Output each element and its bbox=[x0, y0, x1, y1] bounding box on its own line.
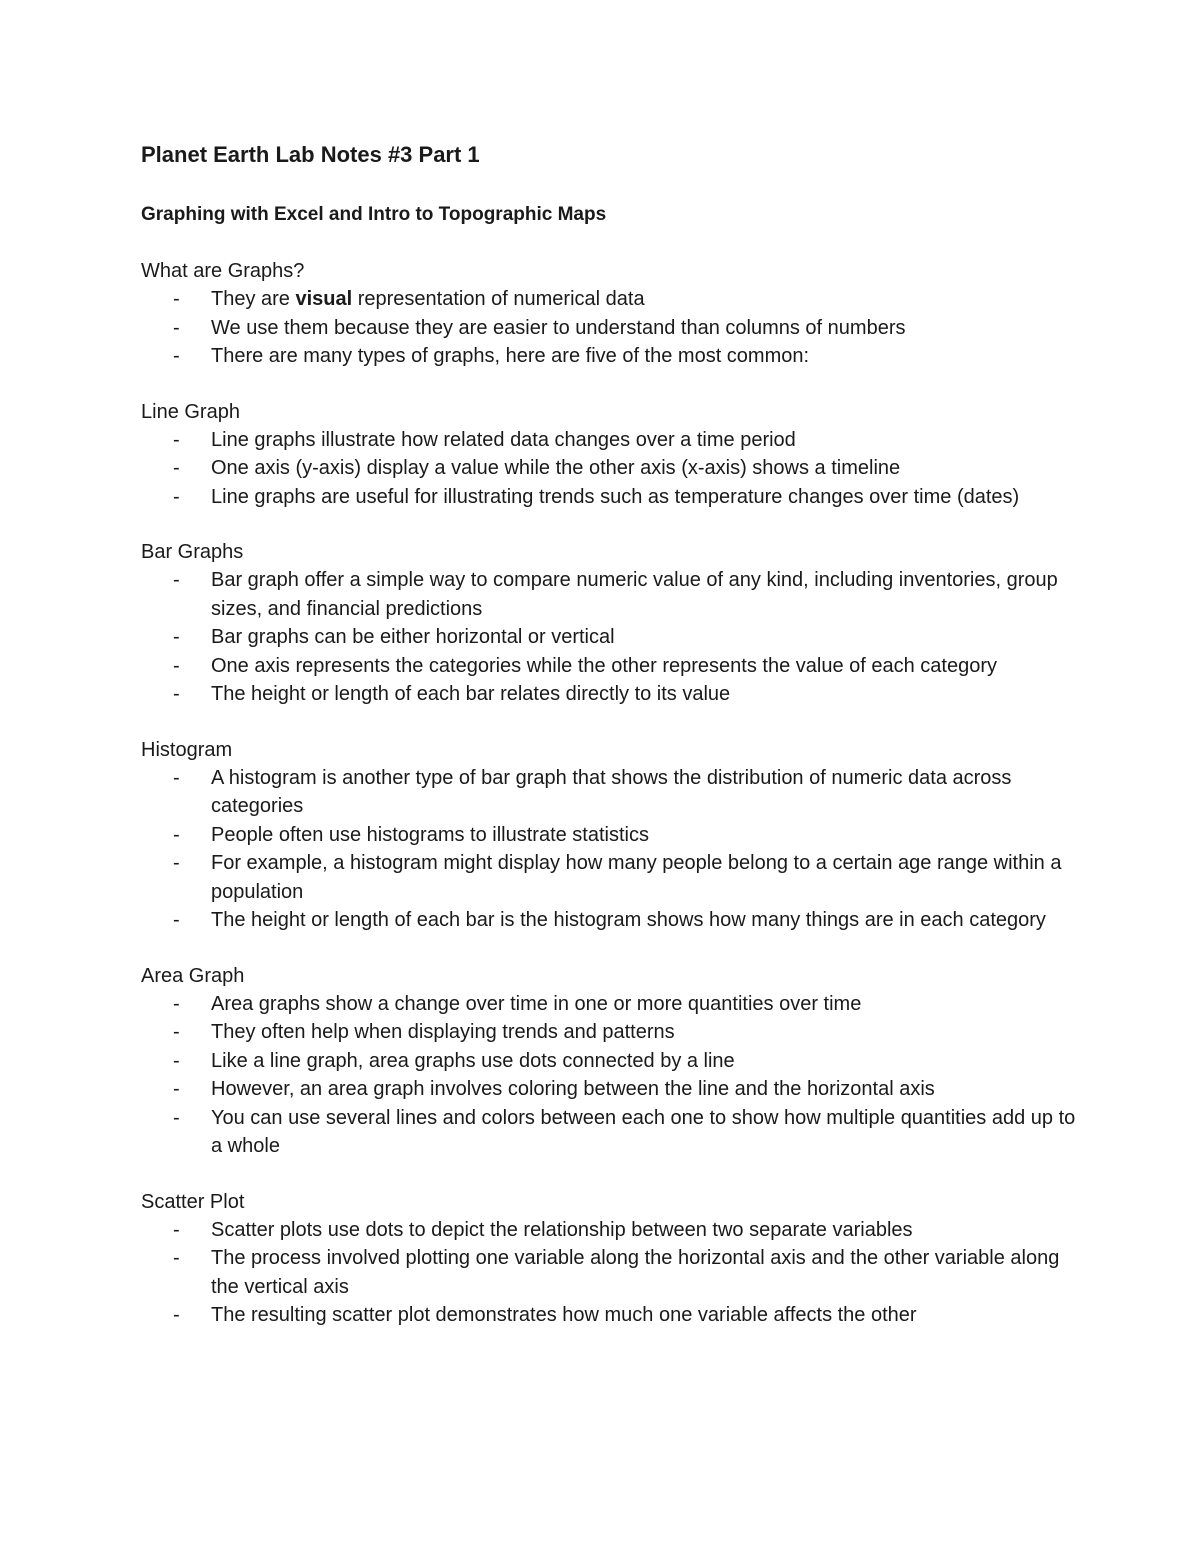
item-text: One axis represents the categories while the other represents the value of each category bbox=[211, 654, 998, 677]
bullet-dash: - bbox=[173, 683, 180, 705]
section-histogram bbox=[141, 736, 1081, 935]
bullet-list bbox=[141, 566, 1081, 709]
bullet-dash: - bbox=[173, 1218, 180, 1241]
bullet-dash: - bbox=[173, 485, 180, 508]
list-item bbox=[141, 285, 1081, 314]
item-text: A histogram is another type of bar graph that shows the distribution of numeric data across categories bbox=[211, 766, 1012, 817]
list-item bbox=[141, 623, 1081, 652]
list-item bbox=[141, 1018, 1081, 1047]
bullet-dash: - bbox=[173, 1106, 180, 1129]
list-item bbox=[141, 566, 1081, 623]
item-text: The process involved plotting one variable along the horizontal axis and the other variable along the vertical axis bbox=[211, 1247, 1060, 1298]
list-item bbox=[141, 1047, 1081, 1076]
list-item bbox=[141, 314, 1081, 343]
section-what-are-graphs bbox=[141, 257, 1081, 371]
bullet-dash: - bbox=[173, 823, 180, 846]
bullet-dash: - bbox=[173, 992, 180, 1015]
item-text: Like a line graph, area graphs use dots connected by a line bbox=[211, 1049, 735, 1072]
list-item bbox=[141, 1075, 1081, 1104]
list-item bbox=[141, 1301, 1081, 1330]
item-text: The resulting scatter plot demonstrates how much one variable affects the other bbox=[211, 1304, 917, 1326]
document-page bbox=[141, 140, 1081, 1330]
section-heading: Scatter Plot bbox=[141, 1190, 245, 1213]
item-text: There are many types of graphs, here are five of the most common: bbox=[211, 345, 810, 367]
item-text: They are bbox=[211, 288, 296, 310]
section-heading: Histogram bbox=[141, 738, 233, 761]
list-item bbox=[141, 821, 1081, 850]
item-text: However, an area graph involves coloring between the line and the horizontal axis bbox=[211, 1078, 935, 1100]
bullet-dash: - bbox=[173, 288, 180, 310]
bullet-list bbox=[141, 285, 1081, 371]
list-item bbox=[141, 680, 1081, 709]
bullet-dash: - bbox=[173, 852, 180, 874]
section-bar-graphs bbox=[141, 538, 1081, 709]
bullet-list bbox=[141, 764, 1081, 935]
item-text: representation of numerical data bbox=[352, 288, 645, 310]
list-item bbox=[141, 1244, 1081, 1301]
item-text: The height or length of each bar is the histogram shows how many things are in each category bbox=[211, 909, 1046, 931]
list-item bbox=[141, 849, 1081, 906]
bullet-dash: - bbox=[173, 1247, 180, 1269]
bullet-dash: - bbox=[173, 766, 180, 789]
item-text: Line graphs are useful for illustrating trends such as temperature changes over time (dates) bbox=[211, 485, 1020, 508]
section-area-graph bbox=[141, 962, 1081, 1161]
bullet-dash: - bbox=[173, 316, 180, 339]
section-heading: Line Graph bbox=[141, 400, 240, 423]
list-item bbox=[141, 1104, 1081, 1161]
bullet-dash: - bbox=[173, 626, 180, 648]
bullet-list bbox=[141, 426, 1081, 512]
section-scatter-plot bbox=[141, 1188, 1081, 1330]
section-heading: Area Graph bbox=[141, 964, 245, 987]
list-item bbox=[141, 764, 1081, 821]
bullet-dash: - bbox=[173, 457, 180, 479]
bullet-list bbox=[141, 990, 1081, 1161]
list-item bbox=[141, 1216, 1081, 1245]
item-text: For example, a histogram might display how many people belong to a certain age range within a population bbox=[211, 852, 1062, 903]
bullet-dash: - bbox=[173, 1078, 180, 1100]
item-text: We use them because they are easier to understand than columns of numbers bbox=[211, 316, 906, 339]
list-item bbox=[141, 990, 1081, 1019]
bullet-list bbox=[141, 1216, 1081, 1330]
list-item bbox=[141, 342, 1081, 371]
bullet-dash: - bbox=[173, 428, 180, 451]
item-text: One axis (y-axis) display a value while the other axis (x-axis) shows a timeline bbox=[211, 457, 901, 479]
bullet-dash: - bbox=[173, 1304, 180, 1326]
bullet-dash: - bbox=[173, 654, 180, 677]
list-item bbox=[141, 454, 1081, 483]
item-text: The height or length of each bar relates directly to its value bbox=[211, 683, 731, 705]
bullet-dash: - bbox=[173, 909, 180, 931]
bullet-dash: - bbox=[173, 1021, 180, 1043]
item-text-bold: visual bbox=[295, 288, 353, 310]
item-text: Bar graph offer a simple way to compare numeric value of any kind, including inventories, group sizes, and financial predictions bbox=[211, 569, 1058, 620]
section-heading: What are Graphs? bbox=[141, 260, 305, 282]
item-text: Line graphs illustrate how related data changes over a time period bbox=[211, 428, 796, 451]
document-subtitle: Graphing with Excel and Intro to Topographic Maps bbox=[141, 204, 607, 225]
list-item bbox=[141, 483, 1081, 512]
section-heading: Bar Graphs bbox=[141, 541, 244, 563]
bullet-dash: - bbox=[173, 345, 180, 367]
item-text: Scatter plots use dots to depict the relationship between two separate variables bbox=[211, 1218, 913, 1241]
item-text: They often help when displaying trends and patterns bbox=[211, 1021, 675, 1043]
list-item bbox=[141, 906, 1081, 935]
item-text: Area graphs show a change over time in one or more quantities over time bbox=[211, 992, 862, 1015]
item-text: You can use several lines and colors between each one to show how multiple quantities add up to a whole bbox=[211, 1106, 1076, 1157]
list-item bbox=[141, 426, 1081, 455]
bullet-dash: - bbox=[173, 569, 180, 591]
section-line-graph bbox=[141, 398, 1081, 512]
bullet-dash: - bbox=[173, 1049, 180, 1072]
document-title: Planet Earth Lab Notes #3 Part 1 bbox=[141, 142, 480, 167]
list-item bbox=[141, 652, 1081, 681]
item-text: Bar graphs can be either horizontal or vertical bbox=[211, 626, 615, 648]
item-text: People often use histograms to illustrate statistics bbox=[211, 823, 649, 846]
